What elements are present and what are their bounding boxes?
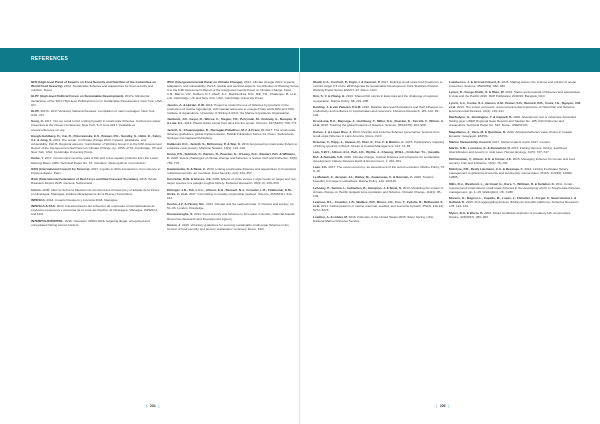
- reference-entry: [167, 103, 299, 115]
- reference-details: 2015. Plastic waste inputs from land into the ocean. Science, 347(6223): 768–771.: [184, 121, 298, 126]
- reference-details: 2016. Status and potential of fisheries and aquaculture in Asia and the Pacific 2016. RAP Publication 2016/20. Bangkok, FAO.: [449, 90, 581, 99]
- reference-entry: [31, 80, 163, 92]
- reference-entry: [449, 80, 581, 88]
- reference-authors: Kraemer, F., Papp, J., Alvarez, D., Ruiz, E., Fox, F. & Martins, C.: [313, 140, 405, 145]
- footer-left-page-number: [146, 404, 159, 408]
- reference-authors: Khalil, C.A., Conforti, P., Ergin, I. & Gennari, P.: [313, 80, 381, 84]
- reference-details: 2016. Operation OPEN 2016: targeting illegal, unreported and unregulated fishing across borders.: [31, 218, 150, 227]
- reference-authors: Macfadyen, G., Huntington, T. & Cappell, R.: [449, 115, 513, 120]
- reference-authors: Myers, R.A. & Worm, B.: [449, 210, 484, 215]
- reference-entry: [167, 188, 299, 200]
- footer-bracket-open: |: [436, 404, 437, 408]
- reference-column-2: [167, 80, 299, 233]
- reference-entry: [31, 177, 163, 185]
- reference-authors: Kumarasinghe, S.: [167, 212, 194, 217]
- reference-authors: Lowther, A. & Liddel, M.: [313, 214, 348, 219]
- reference-entry: [313, 165, 445, 173]
- reference-authors: Lynch, A.J., Cooke, S.J., Deines, A.M., Bower, S.D., Bunnell, D.B., Cowx, I.G., Nguyen, V.M. et al.: [449, 100, 581, 109]
- reference-details: 2021. Climate and the seafood trade. In Oceans and society, pp. 51–66. London, Routledge.: [167, 202, 295, 211]
- reference-details: 2017a. Ministerial declaration of the 2017 High-level Political Forum on Sustainable Development. New York, USA, UN.: [31, 94, 163, 107]
- reference-entry: [449, 115, 581, 127]
- reference-entry: [167, 128, 299, 140]
- reference-entry: [31, 219, 163, 227]
- reference-details: 2008. Informe Sobre la Situación de los Recursos Pesqueros y el Estado de la Pesca en Nicaragua. Managua, Instituto Nicaragüense de la Pesca y Acuicultura.: [31, 187, 160, 196]
- reference-entry: [449, 211, 581, 219]
- reference-details: 2009. Abandoned, lost or otherwise discarded fishing gear. UNEP Regional Seas Reports and Studies No. 185; FAO Fisheries and Aquaculture Technical Paper No. 523. Rome, UNEP/FAO.: [449, 115, 576, 128]
- reference-entry: [313, 140, 445, 148]
- reference-details: 2017. A guide to SDG interactions: from science to implementation. Paris.: [31, 166, 161, 175]
- reference-authors: INPESCA & FAO.: [31, 204, 56, 209]
- reference-details: 2015. Participatory mapping of fishing grounds in Brazil. Ocean & Coastal Management, 114: 74–83.: [313, 140, 444, 149]
- reference-authors: Iturbe, Y.: [31, 156, 44, 161]
- reference-authors: INPESCA.: [31, 197, 46, 202]
- reference-details: 2017b. 2017 Voluntary National Reviews: compilation of main messages. New York, USA, UN.: [31, 108, 156, 118]
- reference-details: 2016. The social, economic, and environmental importance of inland fish and fisheries. Environmental Reviews, 24(2): 115–121.: [449, 104, 576, 113]
- reference-entry: [31, 119, 163, 131]
- reference-entry: [313, 80, 445, 92]
- reference-column-3: [313, 80, 445, 225]
- reference-details: 2014. Sustainable fisheries and aquaculture for food security and nutrition. Rome.: [31, 84, 154, 93]
- reference-authors: Kemp, P.S., Subbiah, G., Barnes, R., Boerder, K., O'Leary, B.C., Stewart, B.D. & Williams, C.: [167, 152, 296, 161]
- footer-bracket-close: |: [448, 404, 450, 408]
- reference-entry: [313, 94, 445, 102]
- reference-entry: [167, 117, 299, 125]
- reference-entry: [449, 101, 581, 113]
- reference-authors: Kawarazuka, N. & Béné, C.: [167, 166, 207, 171]
- page-gutter: [299, 48, 300, 424]
- reference-authors: INTERPOL/INTERPOL.: [31, 218, 65, 223]
- reference-details: 2017. Global impacts report 2017. London.: [492, 140, 551, 145]
- reference-entry: [167, 80, 299, 100]
- reference-entry: [313, 105, 445, 117]
- reference-authors: Martin, S.M., Lorenzen, K. & Bunnefeld, N.: [449, 146, 511, 151]
- reference-entry: [449, 130, 581, 138]
- reference-authors: Hoegh-Guldberg, O., Cai, R., Poloczanska, E.S., Brewer, P.G., Sundby, S., Hilmi, K., Fabry, V.J. & Jung, S.: [31, 133, 162, 142]
- reference-authors: Laxe, F.G.: [313, 164, 328, 169]
- footer-bracket-open: |: [146, 404, 147, 408]
- reference-authors: Kim, S.-Y. & Zhang, H.: [313, 94, 346, 99]
- section-header-title: REFERENCES: [31, 56, 69, 62]
- reference-authors: Lehodey, P., Senina, I., Calmettes, B., Hampton, J. & Nicol, S.: [313, 185, 402, 190]
- reference-details: 2013. Modelling the impact of climate change on Pacific skipjack tuna population and fisheries. Climatic Change, 119(1): 95–109.: [313, 185, 444, 198]
- reference-column-4: [449, 80, 581, 221]
- reference-authors: Hong, H.: [31, 119, 44, 124]
- reference-entry: [31, 167, 163, 175]
- reference-details: 2010. Linking small-scale fisheries and aquaculture to household nutritional security: an overview. Food Security, 2(4): 343–357.: [167, 166, 296, 175]
- reference-details: 2017. Not too small to fail: ending bycatch in small-scale fisheries. Conference paper presented at the Ocean Conference, New York, 5–9 June 2017. Available at oceanconference.un.org.: [31, 119, 161, 132]
- reference-authors: Magallanes, J., Vaca, M. & Quintana, R.: [449, 129, 507, 134]
- reference-details: 2017. Consumption and the yield of fish and a few aquatic products from the Lower Mekong Basin. MRC Technical Paper No. 16. Vientiane, Mekong River Commission.: [31, 156, 159, 165]
- reference-details: 2003. Rapid worldwide depletion of predatory fish communities. Nature, 423(6937): 280–283.: [449, 210, 572, 219]
- reference-entry: [313, 150, 445, 162]
- reference-authors: Lewison, R.L., Crowder, L.B., Wallace, B.P., Moore, J.E., Cox, T., Zydelis, R., McDonald, S. et al.: [313, 200, 444, 209]
- reference-entry: [167, 212, 299, 220]
- reference-authors: Kolding, J. & van Zwieten, P.A.M.: [313, 104, 362, 109]
- reference-entry: [449, 157, 581, 165]
- reference-entry: [167, 152, 299, 164]
- reference-authors: NFR (High-level Panel of Experts on Food Security and Nutrition of the Committee on World Food Security).: [31, 80, 157, 89]
- reference-entry: [449, 146, 581, 154]
- reference-authors: Kroodsma, D.A., Mayorga, J., Hochberg, T., Miller, N.A., Boerder, K., Ferretti, F., Wilson, A. et al.: [313, 119, 445, 128]
- reference-details: 2014. Global patterns of marine mammal, seabird, and sea turtle bycatch. PNAS, 111(14): 5271–5276.: [313, 204, 444, 213]
- reference-details: 2015. Voluntary guidelines for securing sustainable small-scale fisheries in the context of food security and poverty eradication: summary. Rome, FAO.: [167, 222, 289, 231]
- reference-entry: [167, 202, 299, 210]
- reference-details: 2018. Future challenges of climate change and fisheries: a review. Fish and Fisheries, 19(5): 765–778.: [167, 156, 298, 165]
- reference-entry: [31, 198, 163, 202]
- page-number-left: 204: [149, 404, 156, 408]
- reference-details: 2017. Defining small-scale food producers to monitor target 2.3 of the 2030 Agenda for Sustainable Development. FAO Statistics Division Working Paper Series ESS/17-12. Rome, FAO.: [313, 80, 443, 93]
- reference-details: 2020. Small is beautiful, but large is subsidised. Marine Policy, 120: 104130.: [313, 175, 434, 184]
- reference-authors: Kerstetter, D.W. & Graves, J.E.: [167, 177, 212, 182]
- reference-authors: Kalikoski, D.C., Jentoft, S., McConney, P. & Siar, S.: [167, 141, 241, 146]
- reference-details: 2016. Project to model the use of fisheries by-products in the production of marine ingredients, with special reference to omega-3 fatty acids EPA and DHA. Institute of Aquaculture, University of Stirling & IFFO, the Marine Ingredients Organisation.: [167, 102, 296, 115]
- reference-details: 2016. Shared fish stocks in East Asia and the challenge of regional cooperation. Marine Policy, 68: 201–208.: [313, 94, 438, 103]
- reference-authors: Kurien, J.: [167, 222, 182, 227]
- reference-details: 2017. Committing to socially responsible seafood. Science, 356(6341): 912–913.: [167, 191, 294, 200]
- reference-details: 2014. Food security and fisheries in Sri Lanka. Colombo, National Aquatic Resources Research and Development Agency.: [167, 212, 295, 221]
- reference-entry: [313, 200, 445, 212]
- reference-entry: [313, 130, 445, 138]
- reference-entry: [449, 90, 581, 98]
- reference-details: 2017. The small-scale fisheries guidelines: global implementation. MARE Publication Series 14. Cham, Switzerland, Springer International Publishing.: [167, 127, 296, 140]
- reference-details: 2018. Tracking the global footprint of fisheries. Science, 359(6378): 904–908.: [320, 123, 427, 128]
- reference-details: 2014. Caracterización del subsector de empresas comercializadoras de productos pesqueros y acuícolas de la zona del Pacífico de Nicaragua. Managua, INPESCA and FAO.: [31, 204, 158, 217]
- reference-authors: Jacobs, A. & Hurtan, K.W.: [167, 102, 205, 107]
- reference-entry: [167, 142, 299, 150]
- reference-entry: [31, 188, 163, 196]
- reference-authors: Jambeck, J.R., Geyer, R., Wilcox, C., Siegler, T.R., Perryman, M., Andrady, A., Narayan, R. & Law, K.L.: [167, 117, 297, 126]
- reference-details: 2014. Anuario Pesquero y Acuícola 2018. Managua.: [46, 197, 118, 202]
- page-number-right: 205: [439, 404, 446, 408]
- reference-entry: [167, 177, 299, 185]
- reference-authors: IFAC (International Federation of Red Cross and Red Crescent Societies).: [31, 177, 139, 182]
- reference-details: 2015. Making waves: the science and politics of ocean protection. Science, 350(6259): 382–383.: [449, 80, 577, 89]
- reference-authors: Lam, V.W.Y., Allison, E.H., Bell, J.D., Blythe, J., Cheung, W.W.L., Frölicher, T.L., Gasalla, M.A. & Sumaila, U.R.: [313, 150, 440, 159]
- reference-details: 2017. The ocean economy: an assessment of the recent evolution. Marine Policy, 79: 8–15.: [313, 164, 445, 173]
- reference-authors: McIntyre, P.B., Reidy Liermann, C.A. & Revenga, C.: [449, 167, 524, 172]
- reference-entry: [313, 215, 445, 223]
- reference-entry: [449, 182, 581, 194]
- reference-details: 2015. World Disasters Report 2015. Geneva, Switzerland.: [31, 177, 157, 186]
- section-header-band: [0, 48, 600, 72]
- reference-details: 2013. Fishing farmers: fishing, livelihood diversification and poverty in rural Laos. Human Ecology, 41(5): 737–747.: [449, 146, 567, 155]
- reference-authors: HLPF.: [31, 108, 40, 113]
- reference-authors: IPCC (Intergovernmental Panel on Climate Change).: [167, 80, 244, 84]
- reference-details: 2014. The ocean. In Climate change 2014: impacts, adaptation, and vulnerability. Part B: Regional aspects. Contribution of Working Group II to the Fifth Assessment Report of the Intergovernmental Panel on Climate Change, pp. 1655–1731. Cambridge, UK and New York, USA, Cambridge University Press.: [31, 137, 163, 155]
- reference-authors: Mills, D.J., Westlund, L., de Graaf, G., Kura, Y., Willman, R. & Kelleher, K.: [449, 181, 555, 186]
- reference-details: 2016. Artisanal fisheries value chains in coastal Ecuador. Guayaquil, ESPOL.: [449, 129, 572, 138]
- reference-details: 2016. Linking freshwater fishery management to global food security and biodiversity conservation. PNAS, 113(45): 12880–12885.: [449, 167, 574, 180]
- reference-details: 2013. Flexible and inclusive fisheries governance: lessons from small-scale fisheries in Latin America. Rome, FAO.: [313, 129, 440, 138]
- reference-details: 2011. Under-reported and undervalued: small-scale fisheries in the developing world. In Small-scale fisheries management, pp. 1–15. Wallingford, UK, CABI.: [449, 181, 581, 194]
- footer-right-page-number: [436, 404, 449, 408]
- reference-entry: [31, 134, 163, 154]
- reference-details: 2020. Climate change, tropical fisheries and prospects for sustainable development. Nature Reviews Earth & Environment, 1: 440–454.: [313, 154, 440, 163]
- reference-entry: [31, 109, 163, 117]
- reference-details: 2015. Managing fisheries for human and food security. Fish and Fisheries, 16(1): 78–103.: [449, 156, 575, 165]
- reference-authors: McClanahan, T., Allison, E.H. & Cinner, J.E.: [449, 156, 512, 161]
- reference-column-1: [31, 80, 163, 229]
- reference-authors: Jentoft, S., Chuenpagdee, R., Barragán-Paladines, M.J. & Franz, N.: [167, 127, 265, 132]
- reference-authors: Marine Stewardship Council.: [449, 140, 492, 145]
- reference-entry: [167, 223, 299, 231]
- reference-authors: ICES (International Council for Science).: [31, 166, 91, 171]
- reference-authors: Kurien, J. & López Ríos, J.: [313, 129, 352, 134]
- reference-details: 2016. Fish aggregating devices (FADs) as scientific platforms. Fisheries Research, 178: 122–129.: [449, 200, 580, 209]
- footer-bracket-close: |: [158, 404, 160, 408]
- reference-details: 2012. Relative lake level fluctuations and their influence on productivity and resilience in tropical lakes and reservoirs. Fisheries Research, 115–116: 99–109.: [313, 104, 443, 118]
- reference-details: 2006. Effects of circle versus J-style hooks on target and non-target species in a pelagic longline fishery. Fisheries Research, 80(2–3): 239–250.: [167, 177, 297, 186]
- reference-entry: [313, 186, 445, 198]
- reference-entry: [449, 167, 581, 179]
- reference-authors: Intorio.: [31, 187, 42, 192]
- reference-authors: HLPF (High-level Political Forum on Sustainable Development).: [31, 94, 124, 99]
- reference-details: 2014. Climate change 2014: impacts, adaptation, and vulnerability. Part A: Global and sectoral aspects. Contribution of Working Group II to the Fifth Assessment Report of the Intergovernmental Panel on Climate Change. Field, C.B., Barros, V.R., Dokken, D.J., Mach, K.J., Mastrandrea, M.D., Bilir, T.E., Chatterjee, M. et al., eds. Cambridge, UK and New York, USA, Cambridge University Press.: [167, 80, 299, 101]
- reference-authors: Lubchenco, J. & Grorud-Colvert, K.: [449, 80, 501, 84]
- reference-entry: [449, 140, 581, 144]
- reference-authors: Lymer, D., Funge-Smith, S. & Miao, W.: [449, 90, 505, 95]
- reference-authors: Le Manach, F., Jacquet, J.L., Bailey, M., Jouanneau, C. & Nouvian, C.: [313, 175, 414, 180]
- reference-entry: [167, 167, 299, 175]
- reference-authors: Kittinger, J.N., Teh, L.C.L., Allison, E.H., Bennett, N.J., Crowder, L.B., Finkbeiner, E.M., Hicks, C. et al.: [167, 187, 293, 196]
- reference-entry: [449, 196, 581, 208]
- reference-authors: Koehn, J.Z. & Pinsky, M.L.: [167, 202, 206, 207]
- reference-details: 2019. Empowering small-scale fishers to eradicate rural poverty. Maritime Studies, 18(2): 121–139.: [167, 141, 298, 151]
- reference-entry: [313, 119, 445, 127]
- reference-entry: [313, 175, 445, 183]
- reference-authors: Moreno, G., Dagorn, L., Capello, M., Lopez, J., Filmalter, J., Forget, F., Sancristobal, I. & Holland, K.: [449, 196, 577, 205]
- reference-details: 2016. Fisheries of the United States 2015. Silver Spring, USA, National Marine Fisheries Service.: [313, 214, 434, 223]
- reference-entry: [31, 204, 163, 216]
- reference-entry: [31, 94, 163, 106]
- reference-entry: [31, 156, 163, 164]
